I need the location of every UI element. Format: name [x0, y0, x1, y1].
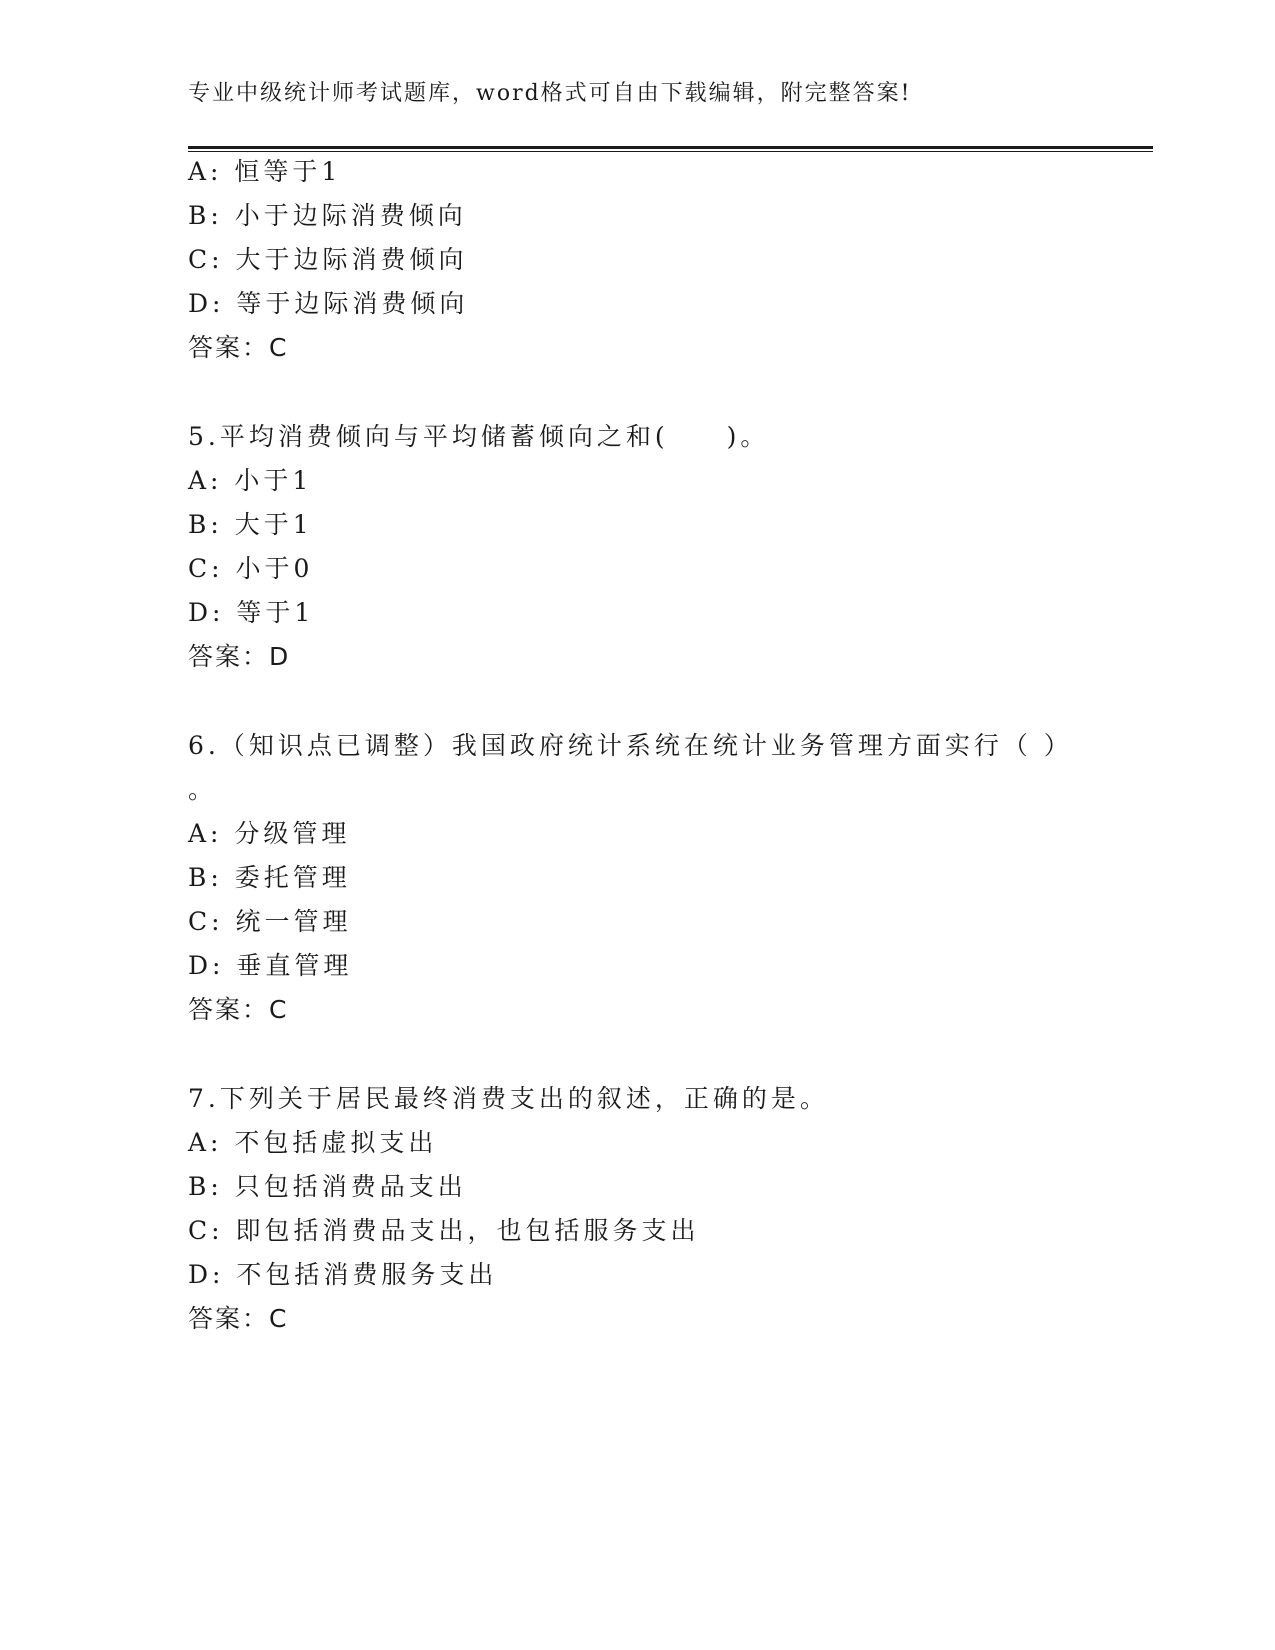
q7-answer: 答案：C	[188, 1304, 289, 1333]
q6-option-b: B: 委托管理	[188, 863, 351, 892]
q4-option-c: C: 大于边际消费倾向	[188, 245, 468, 274]
q4-option-a: A: 恒等于1	[188, 157, 342, 186]
q5-option-b: B: 大于1	[188, 510, 313, 539]
q4-answer: 答案：C	[188, 333, 289, 362]
header-rule-thick	[188, 146, 1153, 149]
q6-question-line2: 。	[188, 775, 218, 804]
q4-option-d: D: 等于边际消费倾向	[188, 289, 469, 318]
q5-option-d: D: 等于1	[188, 598, 315, 627]
q6-option-a: A: 分级管理	[188, 819, 351, 848]
q7-option-a: A: 不包括虚拟支出	[188, 1128, 438, 1157]
page-header: 专业中级统计师考试题库，word格式可自由下载编辑，附完整答案!	[188, 81, 912, 106]
q6-question-line1: 6.（知识点已调整）我国政府统计系统在统计业务管理方面实行（ ）	[188, 731, 1073, 760]
q7-option-b: B: 只包括消费品支出	[188, 1172, 467, 1201]
q6-answer: 答案：C	[188, 995, 289, 1024]
q7-question: 7.下列关于居民最终消费支出的叙述，正确的是。	[188, 1084, 829, 1113]
q5-answer: 答案：D	[188, 642, 291, 671]
q7-option-c: C: 即包括消费品支出，也包括服务支出	[188, 1216, 700, 1245]
q7-option-d: D: 不包括消费服务支出	[188, 1260, 498, 1289]
q5-option-a: A: 小于1	[188, 466, 313, 495]
q5-question: 5.平均消费倾向与平均储蓄倾向之和( )。	[188, 422, 770, 451]
header-rule-thin	[188, 151, 1153, 152]
q5-option-c: C: 小于0	[188, 554, 314, 583]
q6-option-c: C: 统一管理	[188, 907, 352, 936]
q4-option-b: B: 小于边际消费倾向	[188, 201, 467, 230]
q6-option-d: D: 垂直管理	[188, 951, 353, 980]
